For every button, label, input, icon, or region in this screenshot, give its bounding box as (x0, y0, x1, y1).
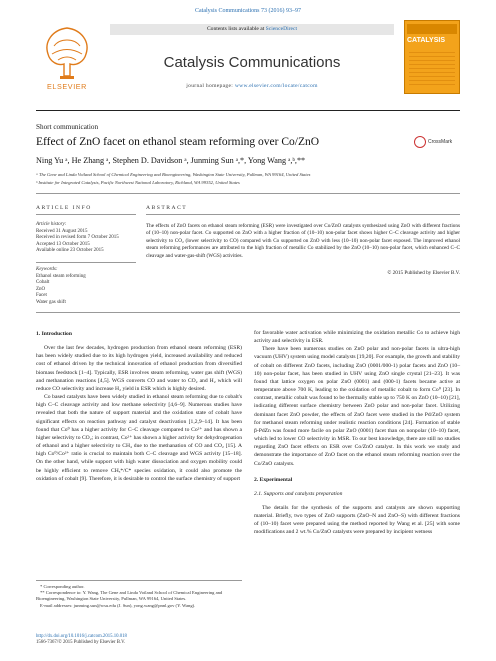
keywords-heading: Keywords: (36, 267, 58, 272)
elsevier-logo[interactable] (36, 20, 98, 94)
publisher-logo-text: ELSEVIER (47, 82, 87, 91)
crossmark-badge[interactable] (414, 136, 460, 150)
body-rule (36, 312, 460, 313)
paper-title: Effect of ZnO facet on ethanol steam reforming over Co/ZnO (36, 136, 320, 148)
info-rule (36, 214, 136, 215)
keyword-item: Facet (36, 293, 47, 298)
crossmark-icon (414, 136, 426, 148)
article-info-heading: ARTICLE INFO (36, 205, 92, 211)
abstract-text: The effects of ZnO facets on ethanol steam reforming (ESR) were investigated over Co/ZnO catalysts synthesized using ZnO with different fractions of (10–10) non-polar facet. Co supported on ZnO with a higher fraction of (10–10) non-polar facet shows higher C–C cleavage activity and higher selectivity to CO₂ (lower selectivity to CO) compared with Co supported on ZnO with less (10–10) non-polar facet exposed. The improved ethanol steam reforming performances are attributed to the high fraction of metallic Co stabilized by the ZnO (10–10) non-polar facet, which enhanced C–C cleavage and water-gas-shift (WGS) activities. (146, 223, 460, 259)
contents-prefix: Contents lists available at (206, 26, 265, 32)
article-history (36, 222, 136, 255)
header-rule (36, 110, 460, 111)
keywords (36, 267, 136, 306)
contents-bar (110, 24, 394, 35)
experimental-heading: 2. Experimental (254, 476, 293, 483)
author-list: Ning Yu ᵃ, He Zhang ᵃ, Stephen D. Davidson ᵃ, Junming Sun ᵃ,*, Yong Wang ᵃ,ᵇ,** (36, 156, 306, 165)
footnote-email[interactable]: E-mail addresses: junming.sun@wsu.edu (J. Sun), yong.wang@pnnl.gov (Y. Wang). (40, 602, 196, 608)
journal-reference[interactable]: Catalysis Communications 73 (2016) 93–97 (195, 8, 301, 14)
cover-decoration (409, 49, 455, 85)
affiliation-rule (36, 193, 460, 194)
footnote: ** Correspondence to: Y. Wang, The Gene and Linda Voiland School of Chemical Engineering and Bioengineering, Washington State University, Pullman, WA 99164, United States. (36, 590, 223, 602)
abstract-rule (146, 214, 460, 215)
article-type: Short communication (36, 123, 99, 131)
abstract-heading: ABSTRACT (146, 205, 188, 211)
history-item: Available online 23 October 2015 (36, 248, 104, 253)
history-item: Accepted 13 October 2015 (36, 241, 90, 247)
history-item: Received 31 August 2015 (36, 228, 88, 234)
sciencedirect-link[interactable]: ScienceDirect (265, 26, 298, 32)
body-paragraph: There have been numerous studies on ZnO polar and non-polar facets in ultra-high vacuum (UHV) system using model catalysts [19,20]. For example, the growth and stability of cobalt on different ZnO facets, including ZnO (0001/000-1) polar facets and ZnO (10–10) non-polar facet, has been studied in UHV using ZnO single crystal [21–23]. It was found that lattice oxygen on polar ZnO (0001) and (000-1) facets became active at temperature above 700 K, leading to the oxidation of metallic cobalt to form Co⁰ [23]. In contrast, metallic cobalt was found to be thermally stable up to 750 K on ZnO (10–10) [21], indicating different surface chemistry between ZnO polar and non-polar facet. Utilizing dominant facet ZnO powder, the effects of ZnO facet were studied in the Pd/ZnO system for methanol steam reforming under realistic reaction conditions [24]. Formation of stable β-PdZn was found more facile on polar ZnO (0001) facet than on nonpolar (10–10) facet, which led to lower CO selectivity in MSR. To our best knowledge, there are still no studies regarding ZnO facet effects on ESR over Co/ZnO catalyst. In this work we study and demonstrate the importance of ZnO facet on the ethanol steam reforming reaction over the Co/ZnO catalysts. (254, 346, 460, 467)
copyright-notice: © 2015 Published by Elsevier B.V. (387, 270, 460, 276)
affiliation-a: ᵃ The Gene and Linda Voiland School of Chemical Engineering and Bioengineering, Washington State University, Pullman, WA 99164, United States (36, 172, 311, 177)
homepage-prefix: journal homepage: (186, 83, 235, 89)
cover-title: CATALYSIS (407, 37, 445, 44)
history-item: Received in revised form 7 October 2015 (36, 235, 119, 240)
introduction-heading: 1. Introduction (36, 331, 72, 337)
keyword-item: Water gas shift (36, 299, 66, 305)
keyword-item: Cobalt (36, 280, 50, 285)
body-paragraph: Co based catalysts have been widely studied in ethanol steam reforming due to cobalt's high C–C cleavage activity and low methane selectivity [4,6–9]. Numerous studies have revealed that both the nature of support material and the oxidation state of cobalt have significant effects on reaction pathway and catalyst deactivation [1,2,9–14]. It has been found that Co⁰ has a higher activity for C–C cleavage compared to Co²⁺ and has shown a higher selectivity to CO₂; in contrast, Co²⁺ has shown a higher activity for dehydrogenation of ethanol and a higher selectivity to CH₄ due to the methanation of CO and CO₂ [15]. A high Co⁰/Co²⁺ ratio is crucial to maintain both C–C cleavage and WGS activity [15–18]. On the other hand, while support with high water dissociation and oxygen mobility could be highly efficient to remove CHₓ*/C* species oxidation, it could also promote the oxidation of cobalt [9]. Therefore, it is desirable to control the surface chemistry of support (36, 394, 242, 482)
keyword-item: ZnO (36, 286, 46, 292)
journal-title[interactable]: Catalysis Communications (163, 54, 341, 71)
issn-line: 1566-7367/© 2015 Published by Elsevier B.V. (36, 640, 126, 646)
keyword-item: Ethanol steam reforming (36, 273, 86, 279)
doi-link[interactable]: http://dx.doi.org/10.1016/j.catcom.2015.10.018 (36, 634, 127, 639)
body-paragraph: for favorable water activation while minimizing the oxidation metallic Co to achieve high activity and selectivity in ESR. (254, 330, 460, 345)
crossmark-label: CrossMark (428, 139, 453, 145)
right-column (254, 329, 460, 537)
cover-top-band (407, 24, 457, 34)
footnotes (36, 580, 242, 609)
journal-homepage (110, 83, 394, 89)
keywords-rule (36, 262, 136, 263)
left-column (36, 330, 242, 483)
journal-cover-image[interactable] (404, 20, 460, 94)
doi-block (36, 634, 127, 647)
body-paragraph: The details for the synthesis of the supports and catalysts are shown supporting material. Briefly, two types of ZnO supports (ZnO–N and ZnO–S) with different fractions of (10–10) facet were prepared using the method reported by Wang et al. [25] with some modifications and 2 wt.% Co/ZnO catalysts were prepared by incipient wetness (254, 504, 460, 536)
homepage-link[interactable]: www.elsevier.com/locate/catcom (234, 83, 318, 89)
subsection-heading: 2.1. Supports and catalysts preparation (254, 490, 343, 497)
affiliation-b: ᵇ Institute for Integrated Catalysis, Pacific Northwest National Laboratory, Richland, WA 99352, United States (36, 180, 240, 185)
history-heading: Article history: (36, 222, 67, 227)
footnote: * Corresponding author. (40, 584, 85, 589)
body-paragraph: Over the last few decades, hydrogen production from ethanol steam reforming (ESR) has been widely studied due to its high hydrogen yield, increased availability and reduced cost of ethanol driven by the technical innovation of ethanol production from diversified biomass feedstock [1–4]. Typically, ESR involves steam reforming, water gas shift (WGS) and methanation reactions [4,5]. WGS converts CO and water to CO₂ and H₂ which will reduce CO selectivity and increase H₂ yield in ESR which is highly desired. (36, 345, 242, 392)
